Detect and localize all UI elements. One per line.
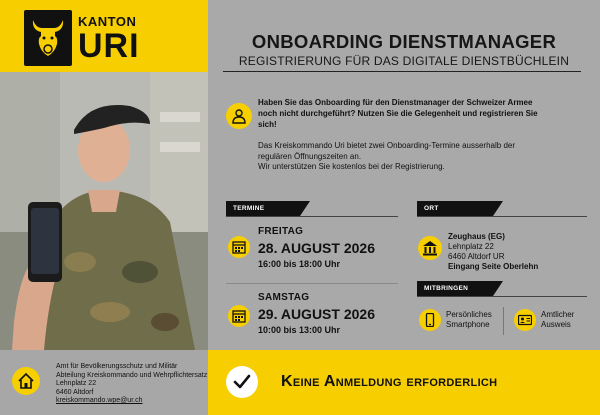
bring-id-label: [541, 310, 574, 330]
location-address: [448, 232, 538, 272]
mitbringen-rule: [417, 296, 587, 297]
person-icon: [226, 103, 252, 129]
footer-line: Lehnplatz 22: [56, 380, 97, 387]
building-icon: [418, 236, 442, 260]
termin-2-date: 29. AUGUST 2026: [258, 306, 375, 322]
banner-text: Keine Anmeldung erforderlich: [281, 373, 498, 390]
calendar-icon: [228, 305, 250, 327]
location-entrance: Eingang Seite Oberlehn: [448, 262, 539, 271]
termin-2-day: SAMSTAG: [258, 292, 310, 303]
bring-line: Persönliches: [446, 310, 492, 319]
termin-1-day: FREITAG: [258, 226, 304, 237]
intro-line: noch nicht durchgeführt? Nutzen Sie die Gelegenheit und registrieren Sie: [258, 109, 538, 118]
no-registration-banner: [208, 350, 600, 415]
logo-kanton-text: KANTON: [78, 14, 137, 29]
bring-line: Amtlicher: [541, 310, 575, 319]
bring-line: Smartphone: [446, 320, 490, 329]
content-panel: [208, 0, 600, 350]
calendar-icon: [228, 236, 250, 258]
title-divider: [223, 71, 581, 72]
bring-smartphone-label: [446, 310, 492, 330]
page-subtitle: REGISTRIERUNG FÜR DAS DIGITALE DIENSTBÜCHLEIN: [238, 54, 570, 68]
checkmark-icon: [226, 366, 258, 398]
bring-line: Ausweis: [541, 320, 571, 329]
intro-line: Das Kreiskommando Uri bietet zwei Onboarding-Termine ausserhalb der: [258, 141, 516, 150]
page-title: ONBOARDING DIENSTMANAGER: [251, 31, 557, 52]
footer-line: 6460 Altdorf: [56, 388, 94, 396]
bull-logo-icon: [24, 10, 72, 66]
intro-line: Wir unterstützen Sie kostenlos bei der Registrierung.: [258, 162, 445, 171]
termine-separator: [226, 283, 398, 284]
logo-uri-text: URI: [78, 27, 140, 65]
termin-2-time: 10:00 bis 13:00 Uhr: [258, 325, 341, 335]
footer-line: Abteilung Kreiskommando und Wehrpflichtersatz: [56, 371, 208, 379]
location-city: 6460 Altdorf UR: [448, 252, 505, 261]
bring-divider: [503, 307, 504, 335]
mitbringen-label: MITBRINGEN: [417, 281, 493, 296]
intro-line: Haben Sie das Onboarding für den Dienstmanager der Schweizer Armee: [258, 98, 533, 107]
footer-address: [56, 363, 207, 406]
ort-rule: [417, 216, 587, 217]
ort-label: ORT: [417, 201, 493, 216]
termine-rule: [226, 216, 398, 217]
home-icon: [12, 367, 40, 395]
location-name: Zeughaus (EG): [448, 232, 505, 241]
smartphone-icon: [419, 309, 441, 331]
termin-1-date: 28. AUGUST 2026: [258, 240, 375, 256]
termin-1-time: 16:00 bis 18:00 Uhr: [258, 259, 341, 269]
intro-line: regulären Öffnungszeiten an.: [258, 151, 362, 161]
footer-line: Amt für Bevölkerungsschutz und Militär: [56, 363, 178, 370]
intro-line: sich!: [258, 120, 277, 129]
intro-body: [258, 141, 588, 173]
termine-label: TERMINE: [226, 201, 300, 216]
location-street: Lehnplatz 22: [448, 242, 494, 251]
soldier-photo: [0, 72, 208, 350]
id-card-icon: [514, 309, 536, 331]
intro-question: [258, 97, 588, 130]
logo-bar: [0, 0, 208, 72]
address-footer: [0, 350, 208, 415]
footer-email-link[interactable]: kreiskommando.wpe@ur.ch: [56, 397, 143, 404]
